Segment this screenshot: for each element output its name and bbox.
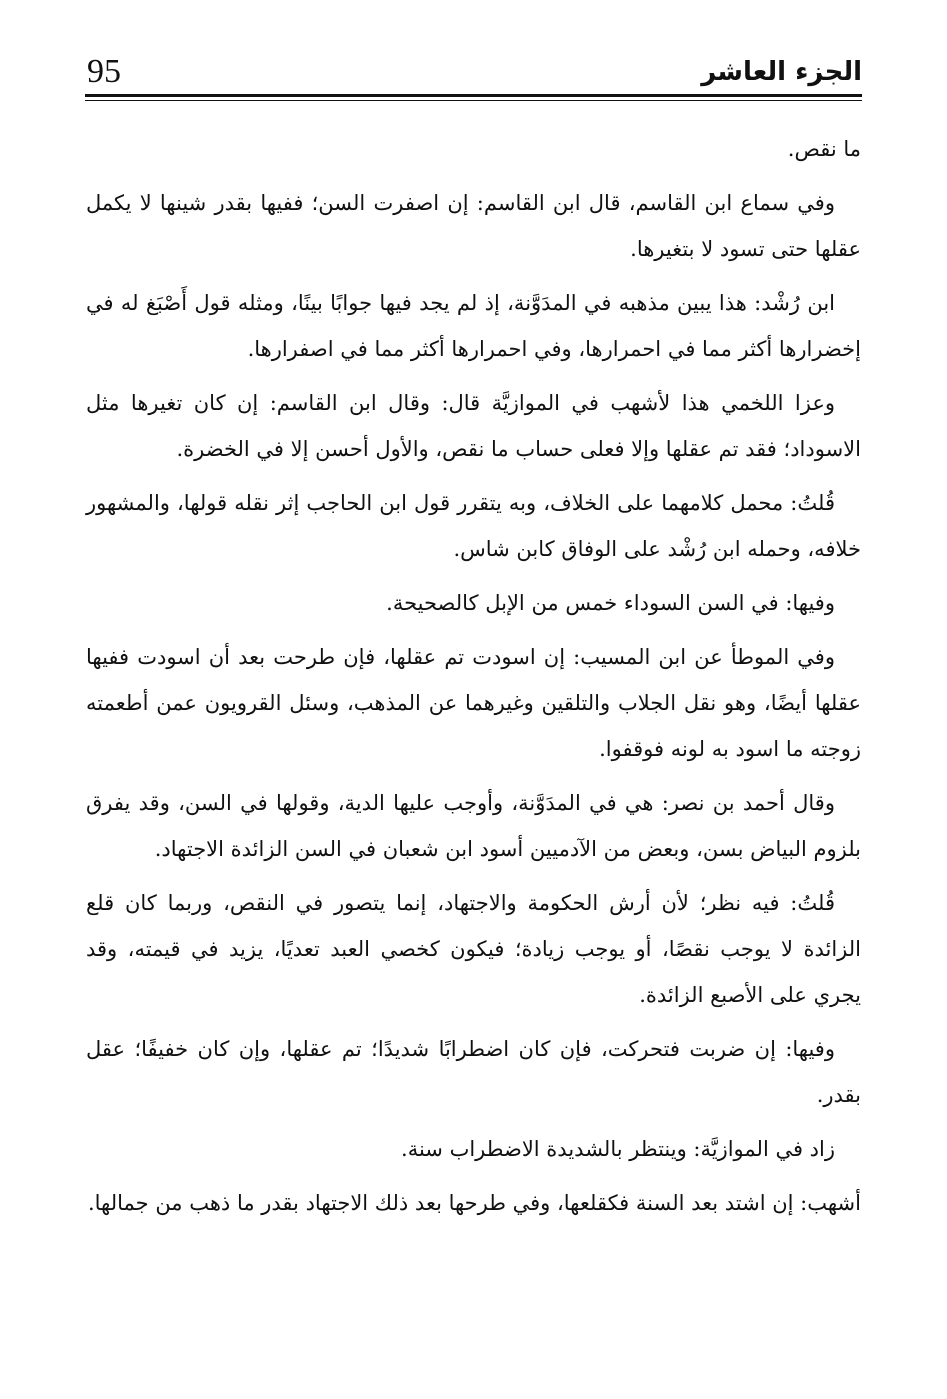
paragraph: ابن رُشْد: هذا يبين مذهبه في المدَوَّنة، إذ لم يجد فيها جوابًا بينًا، ومثله قول أَصْبَغ له في إخضرارها أكثر مما في احمرارها، وفي احمرارها أكثر مما في اصفرارها. (86, 291, 861, 361)
paragraph: وفي الموطأ عن ابن المسيب: إن اسودت تم عقلها، فإن طرحت بعد أن اسودت ففيها عقلها أيضًا، وهو نقل الجلاب والتلقين وغيرهما عن المذهب، وسئل القرويون عمن أطعمته زوجته ما اسود به لونه فوقفوا. (86, 645, 861, 761)
paragraph: أشهب: إن اشتد بعد السنة فكقلعها، وفي طرحها بعد ذلك الاجتهاد بقدر ما ذهب من جمالها. (87, 1191, 861, 1215)
paragraph: ما نقص. (787, 137, 861, 161)
page-header (85, 48, 862, 100)
header-rule-thick (85, 94, 862, 97)
paragraph: وفيها: إن ضربت فتحركت، فإن كان اضطرابًا شديدًا؛ تم عقلها، وإن كان خفيفًا؛ عقل بقدر. (86, 1037, 861, 1107)
header-rule-thin (85, 100, 862, 101)
paragraph: وعزا اللخمي هذا لأشهب في الموازيَّة قال: وقال ابن القاسم: إن كان تغيرها مثل الاسوداد؛ فقد تم عقلها وإلا فعلى حساب ما نقص، والأول أحسن إلا في الخضرة. (86, 391, 861, 461)
body-text (86, 126, 861, 1234)
paragraph: وفيها: في السن السوداء خمس من الإبل كالصحيحة. (386, 591, 835, 615)
running-title: الجزء العاشر (701, 57, 862, 87)
paragraph: قُلتُ: محمل كلامهما على الخلاف، وبه يتقرر قول ابن الحاجب إثر نقله قولها، والمشهور خلافه، وحمله ابن رُشْد على الوفاق كابن شاس. (86, 491, 861, 561)
page-number: 95 (87, 53, 121, 90)
paragraph: وفي سماع ابن القاسم، قال ابن القاسم: إن اصفرت السن؛ ففيها بقدر شينها لا يكمل عقلها حتى تسود لا بتغيرها. (86, 191, 861, 261)
paragraph: زاد في الموازيَّة: وينتظر بالشديدة الاضطراب سنة. (401, 1137, 835, 1161)
paragraph: وقال أحمد بن نصر: هي في المدَوَّنة، وأوجب عليها الدية، وقولها في السن، وقد يفرق بلزوم البياض بسن، وبعض من الآدميين أسود ابن شعبان في السن الزائدة الاجتهاد. (86, 791, 861, 861)
paragraph: قُلتُ: فيه نظر؛ لأن أرش الحكومة والاجتهاد، إنما يتصور في النقص، وربما كان قلع الزائدة لا يوجب نقصًا، أو يوجب زيادة؛ فيكون كخصي العبد تعديًا، يزيد في قيمته، وقد يجري على الأصبع الزائدة. (86, 891, 861, 1007)
